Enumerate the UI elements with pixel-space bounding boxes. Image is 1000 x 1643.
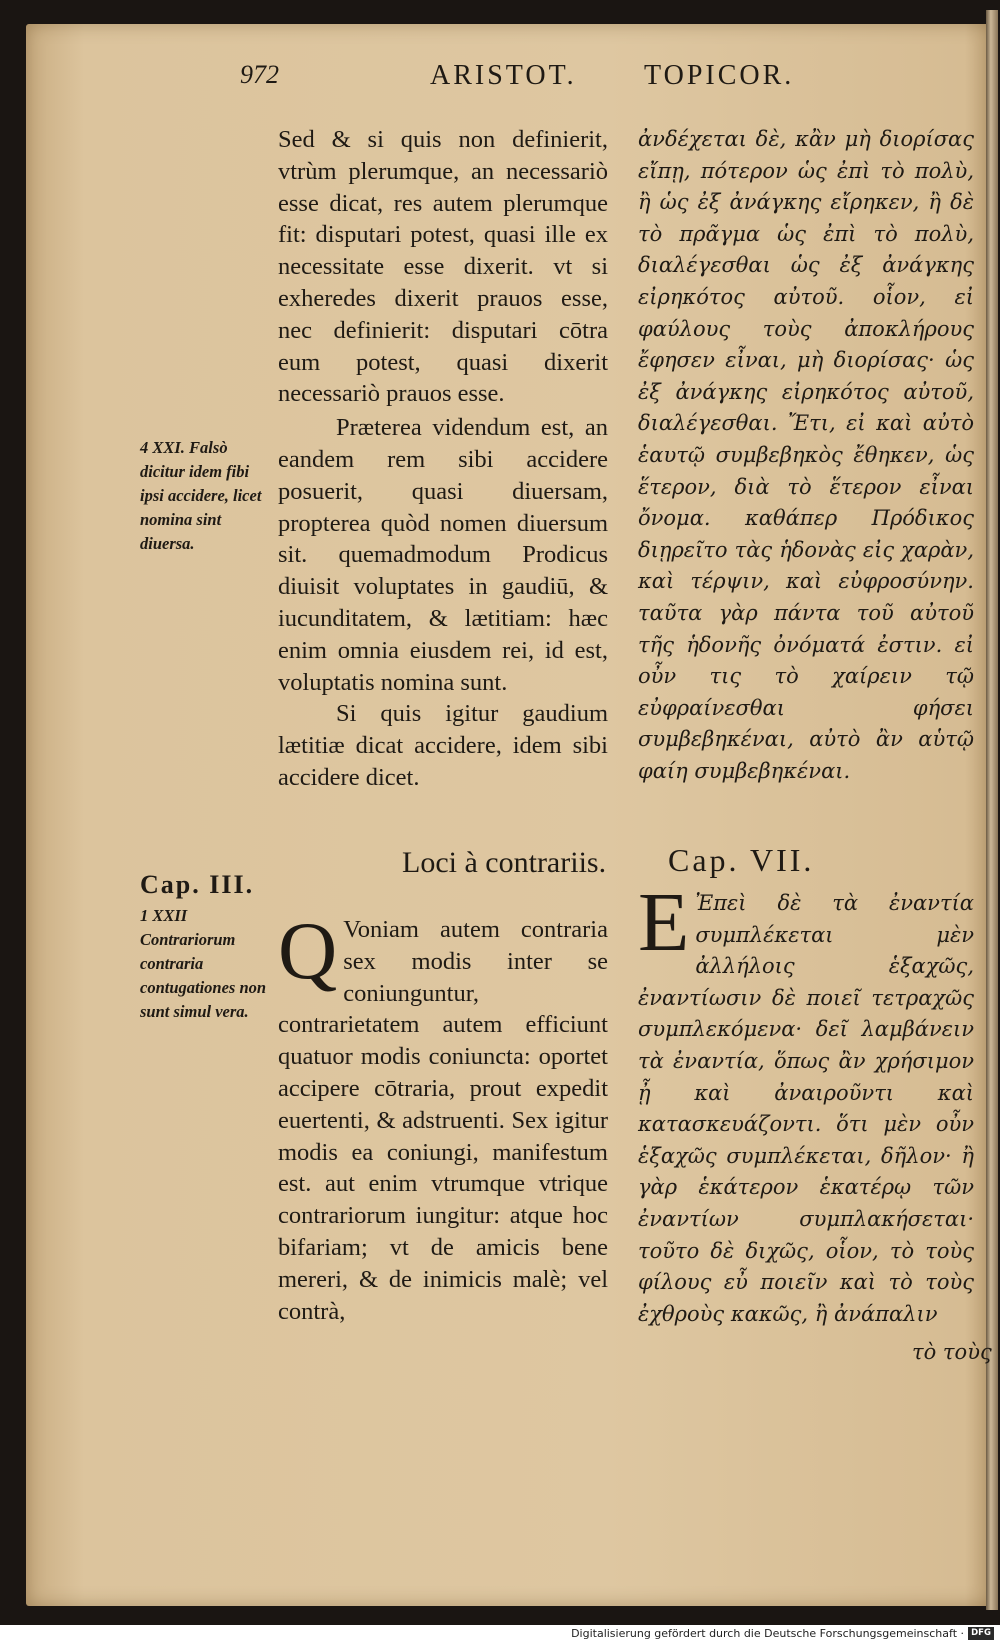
drop-cap-latin: Q [278, 905, 338, 996]
drop-cap-greek: E [638, 876, 690, 969]
chapter-heading-left: Cap. III. [140, 870, 255, 899]
running-title-right: TOPICOR. [644, 60, 795, 91]
chapter-heading-right: Cap. VII. [668, 842, 815, 878]
section-heading: Loci à contrariis. [402, 846, 607, 879]
running-title-left: ARISTOT. [430, 60, 577, 91]
latin-column-bottom [278, 905, 608, 1327]
latin-paragraph: Voniam autem contraria sex modis inter se coniunguntur, contrarietatem autem efficiunt quatuor modis coniuncta: oportet accipere cōtraria, prout expedit euertenti, & adstruenti. Sex igitur modis ea coniungi, manifestum est. aut enim vtrumque vtrique contrariorum iungitur: atque hoc bifariam; vt de amicis bene mereri, & de inimicis malè; vel contrà, [278, 916, 608, 1325]
latin-paragraph: Sed & si quis non definierit, vtrùm plerumque, an necessariò esse dicat, res autem plerumque fit: disputari potest, quasi ille ex necessitate esse dixerit. vt si exheredes dixerit prauos esse, nec definierit: disputari cōtra eum potest, quasi dixerit necessariò prauos esse. [278, 126, 608, 408]
page-edge [986, 10, 998, 1610]
greek-paragraph: ἀνδέχεται δὲ, κἂν μὴ διορίσας εἴπῃ, πότερον ὡς ἐπὶ τὸ πολὺ, ἢ ὡς ἐξ ἀνάγκης εἴρηκεν, ἢ δὲ τὸ πρᾶγμα ὡς ἐπὶ τὸ πολὺ, διαλέγεσθαι ὡς ἐξ ἀνάγκης εἰρηκότος αὐτοῦ. οἷον, εἰ φαύλους τοὺς ἀποκλήρους ἔφησεν εἶναι, μὴ διορίσας· ὡς ἐξ ἀνάγκης εἰρηκότος αὐτοῦ, διαλέγεσθαι. Ἔτι, εἰ καὶ αὐτὸ ἑαυτῷ συμβεβηκὸς ἔθηκεν, ὡς ἕτερον, διὰ τὸ ἕτερον εἶναι ὄνομα. καθάπερ Πρόδικος διῃρεῖτο τὰς ἡδονὰς εἰς χαρὰν, καὶ τέρψιν, καὶ εὐφροσύνην. ταῦτα γὰρ πάντα τοῦ αὐτοῦ τῆς ἡδονῆς ὀνόματά ἐστιν. εἰ οὖν τις τὸ χαίρειν τῷ εὐφραίνεσθαι φήσει συμβεβηκέναι, αὐτὸ ἂν αὑτῷ φαίη συμβεβηκέναι. [638, 127, 974, 783]
margin-note-xxi: 4 XXI. Falsò dicitur idem fibi ipsi accidere, licet nomina sint diuersa. [140, 438, 262, 553]
funding-credit: Digitalisierung gefördert durch die Deutsche Forschungsgemeinschaft · [571, 1627, 964, 1640]
greek-paragraph: Ἐπεὶ δὲ τὰ ἐναντία συμπλέκεται μὲν ἀλλήλοις ἑξαχῶς, ἐναντίωσιν δὲ ποιεῖ τετραχῶς συμπλεκόμενα· δεῖ λαμβάνειν τὰ ἐναντία, ὅπως ἂν χρήσιμον ᾖ καὶ ἀναιροῦντι καὶ κατασκευάζοντι. ὅτι μὲν οὖν ἑξαχῶς συμπλέκεται, δῆλον· ἢ γὰρ ἑκάτερον ἑκατέρῳ τῶν ἐναντίων συμπλακήσεται· τοῦτο δὲ διχῶς, οἷον, τὸ τοὺς φίλους εὖ ποιεῖν καὶ τὸ τοὺς ἐχθροὺς κακῶς, ἢ ἀνάπαλιν [638, 891, 974, 1326]
catchword: τὸ τοὺς [912, 1340, 992, 1364]
page-number: 972 [240, 60, 279, 89]
margin-note-xxii: 1 XXII Contrariorum contraria contugationes non sunt simul vera. [140, 906, 267, 1021]
greek-column-top [638, 124, 974, 787]
latin-paragraph: Si quis igitur gaudium lætitiæ dicat accidere, idem sibi accidere dicet. [278, 700, 608, 791]
footer-bar [0, 1625, 1000, 1643]
dfg-logo-icon: DFG [968, 1627, 994, 1640]
greek-column-bottom [638, 876, 974, 1330]
latin-paragraph: Præterea videndum est, an eandem rem sibi accidere posuerit, quasi diuersam, propterea quòd nomen diuersum sit. quemadmodum Prodicus diuisit voluptates in gaudiū, & iucunditatem, & lætitiam: hæc enim omnia eiusdem rei, id est, voluptatis nomina sunt. [278, 414, 608, 696]
latin-column-top [278, 124, 608, 794]
